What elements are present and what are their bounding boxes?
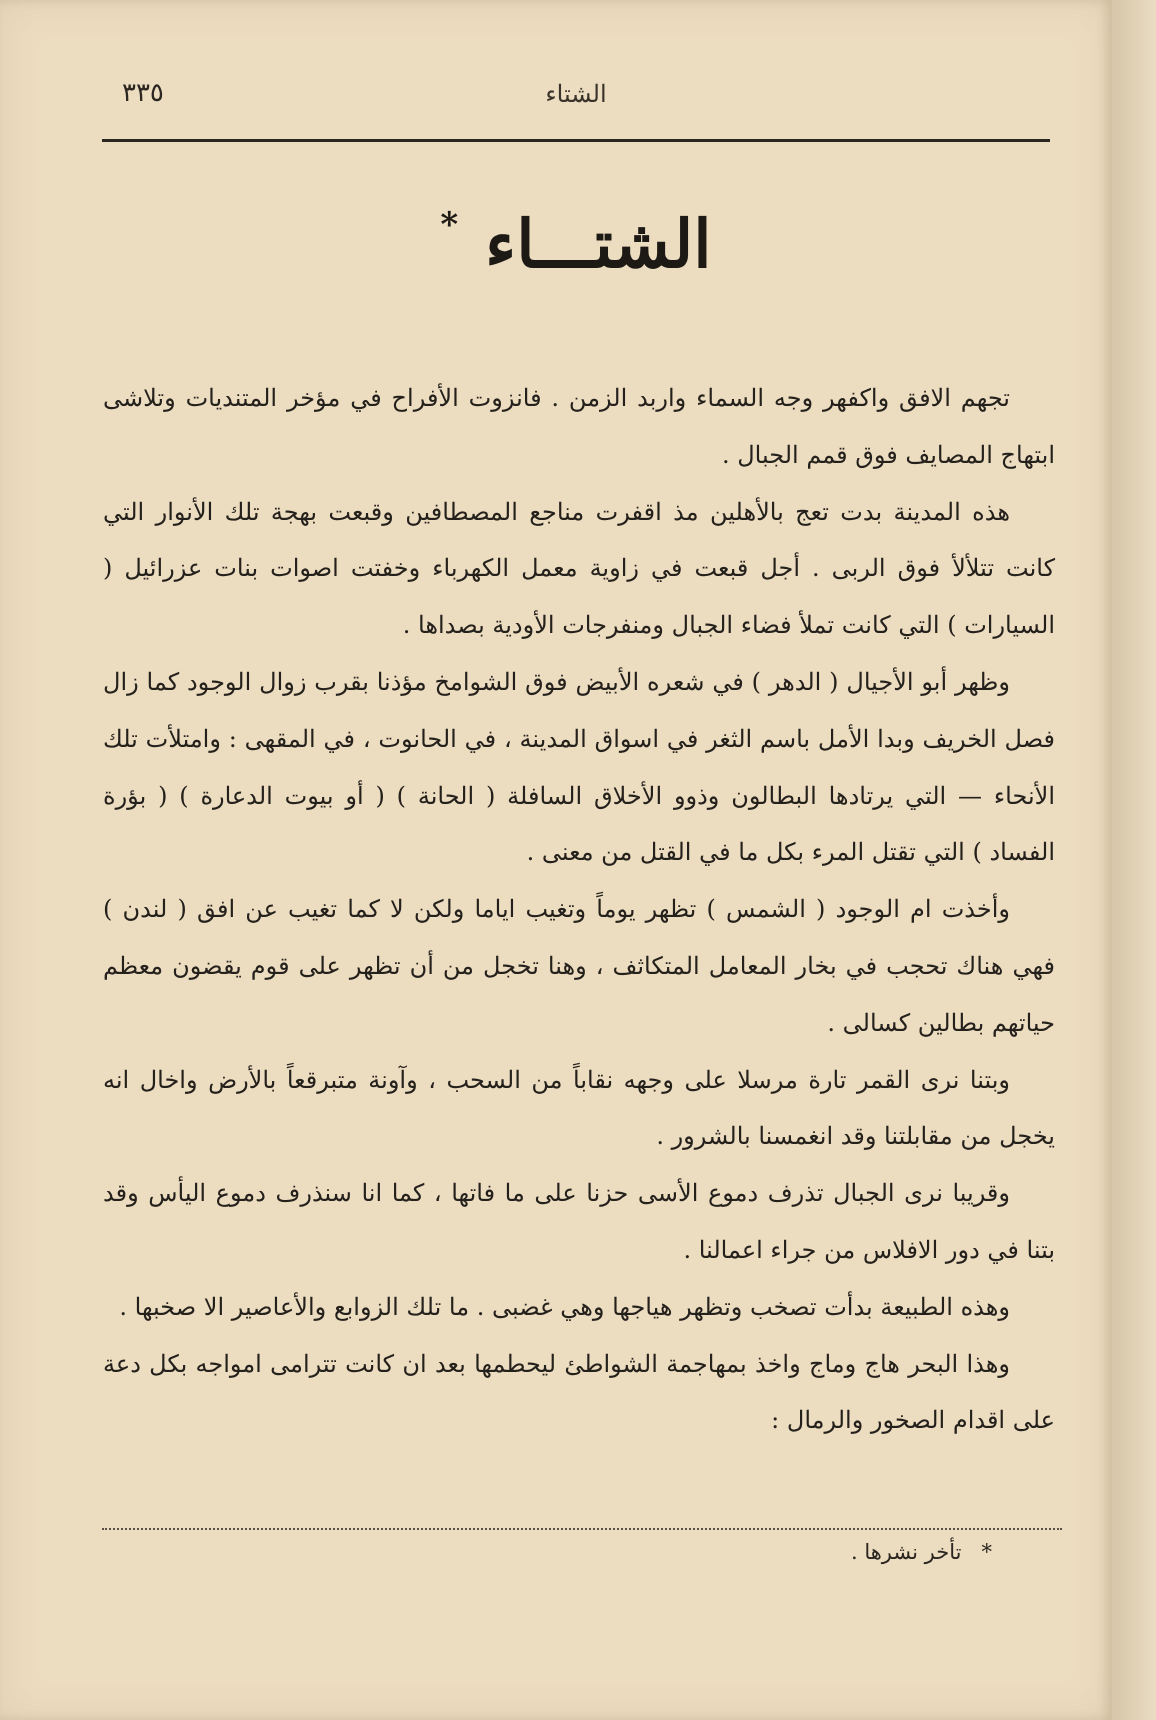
footnote-marker: * [981,1540,992,1564]
paragraph: وهذا البحر هاج وماج واخذ بمهاجمة الشواطئ ليحطمها بعد ان كانت تترامى امواجه بكل دعة على اقدام الصخور والرمال : [103,1349,1055,1435]
paragraph: تجهم الافق واكفهر وجه السماء واربد الزمن . فانزوت الأفراح في مؤخر المتنديات وتلاشى ابتهاج المصايف فوق قمم الجبال . [103,384,1055,469]
page-number: ٣٣٥ [122,78,164,108]
paragraph: وهذه الطبيعة بدأت تصخب وتظهر هياجها وهي غضبى . ما تلك الزوابع والأعاصير الا صخبها . [119,1292,1010,1321]
footnote [100,1540,992,1564]
paragraph: وقريبا نرى الجبال تذرف دموع الأسى حزنا على ما فاتها ، كما انا سنذرف دموع اليأس وقد بتنا في دور الافلاس من جراء اعمالنا . [103,1179,1055,1264]
paragraph: وبتنا نرى القمر تارة مرسلا على وجهه نقاباً من السحب ، وآونة متبرقعاً بالأرض واخال انه يخجل من مقابلتنا وقد انغمسنا بالشرور . [103,1065,1055,1151]
footnote-rule [102,1528,1062,1530]
footnote-marker: * [440,205,459,245]
chapter-title [100,205,1052,283]
chapter-title-text: الشتـــاء [485,205,712,283]
paragraph: وظهر أبو الأجيال ( الدهر ) في شعره الأبيض فوق الشوامخ مؤذنا بقرب زوال الوجود كما زال فصل الخريف وبدا الأمل باسم الثغر في اسواق المدينة ، في الحانوت ، في المقهى : وامتلأت تلك الأنحاء — التي يرتادها البطالون وذوو الأخلاق السافلة ( الحانة ) ( أو بيوت الدعارة ) ( بؤرة الفساد ) التي تقتل المرء بكل ما في القتل من معنى . [103,667,1055,867]
header-rule [102,139,1050,142]
footnote-text: تأخر نشرها . [850,1540,962,1564]
paragraph: هذه المدينة بدت تعج بالأهلين مذ اقفرت مناجع المصطافين وقبعت بهجة تلك الأنوار التي كانت تتلألأ فوق الربى . أجل قبعت في زاوية معمل الكهرباء وخفتت اصوات بنات عزرائيل ( السيارات ) التي كانت تملأ فضاء الجبال ومنفرجات الأودية بصداها . [103,497,1055,640]
paragraph: وأخذت ام الوجود ( الشمس ) تظهر يوماً وتغيب اياما ولكن لا كما تغيب عن افق ( لندن ) فهي هناك تحجب في بخار المعامل المتكاثف ، وهنا تخجل من أن تظهر على قوم يقضون معظم حياتهم بطالين كسالى . [103,895,1055,1037]
page-edge [1112,0,1156,1720]
body-text [103,370,1055,1449]
page-header [100,72,1052,122]
running-title: الشتاء [545,80,607,108]
